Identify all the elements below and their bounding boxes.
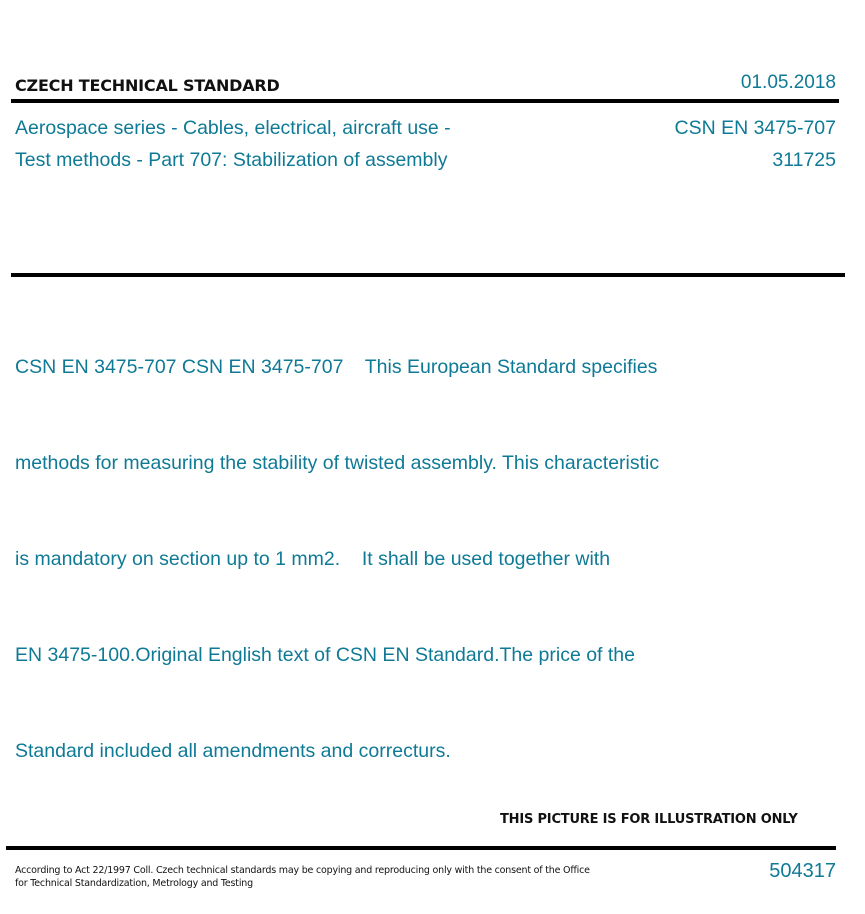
standard-type-label: CZECH TECHNICAL STANDARD (15, 76, 280, 95)
illustration-disclaimer: THIS PICTURE IS FOR ILLUSTRATION ONLY (500, 812, 798, 827)
standard-title-line-1: Aerospace series - Cables, electrical, aircraft use - (15, 117, 451, 139)
legal-notice-line-1: According to Act 22/1997 Coll. Czech technical standards may be copying and reproducing only with the consent of the Office (15, 865, 590, 876)
description-line: is mandatory on section up to 1 mm2. It shall be used together with (15, 548, 611, 570)
footer-divider (6, 846, 836, 850)
description-line: EN 3475-100.Original English text of CSN EN Standard.The price of the (15, 644, 635, 666)
standard-designation: CSN EN 3475-707 (674, 117, 836, 139)
standard-description (15, 287, 735, 799)
publication-date: 01.05.2018 (740, 72, 836, 93)
legal-notice (15, 864, 595, 890)
description-line: Standard included all amendments and correcturs. (15, 740, 451, 762)
classification-number: 311725 (772, 149, 836, 171)
description-line: methods for measuring the stability of twisted assembly. This characteristic (15, 452, 660, 474)
catalog-number: 504317 (769, 860, 836, 882)
section-divider (11, 273, 845, 277)
standard-title-line-2: Test methods - Part 707: Stabilization of assembly (15, 149, 448, 171)
description-line: CSN EN 3475-707 CSN EN 3475-707 This European Standard specifies (15, 356, 658, 378)
legal-notice-line-2: for Technical Standardization, Metrology and Testing (15, 878, 253, 889)
header-divider (11, 99, 839, 103)
